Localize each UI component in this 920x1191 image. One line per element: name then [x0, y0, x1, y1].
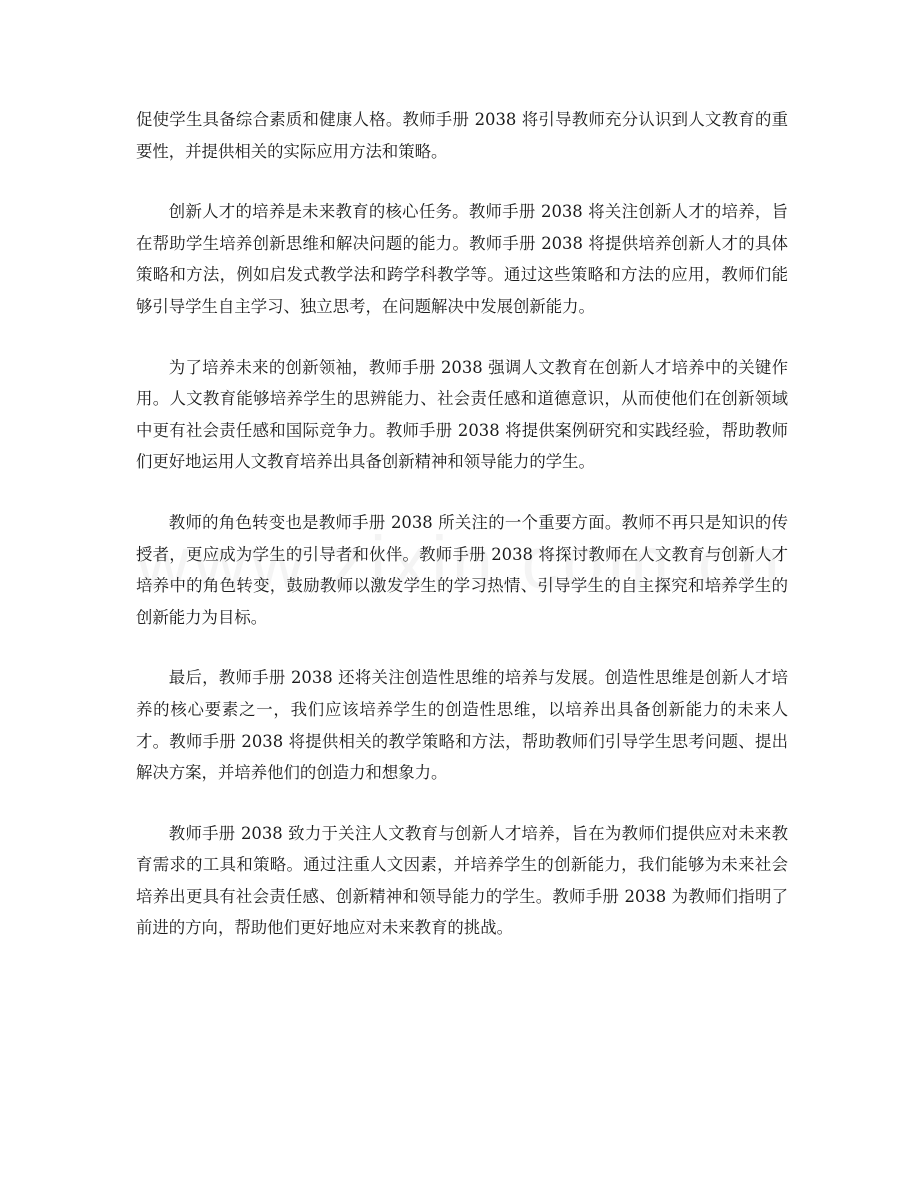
paragraph-2: 创新人才的培养是未来教育的核心任务。教师手册 2038 将关注创新人才的培养，旨在帮助学生培养创新思维和解决问题的能力。教师手册 2038 将提供培养创新人才的具体策略和方法，例如启发式教学法和跨学科教学等。通过这些策略和方法的应用，教师们能够引导学生自主学习、独立思考，在问题解决中发展创新能力。: [136, 202, 788, 316]
paragraph-1: 促使学生具备综合素质和健康人格。教师手册 2038 将引导教师充分认识到人文教育的重要性，并提供相关的实际应用方法和策略。: [136, 110, 788, 161]
document-body: [136, 104, 788, 973]
paragraph-4: 教师的角色转变也是教师手册 2038 所关注的一个重要方面。教师不再只是知识的传授者，更应成为学生的引导者和伙伴。教师手册 2038 将探讨教师在人文教育与创新人才培养中的角色转变，鼓励教师以激发学生的学习热情、引导学生的自主探究和培养学生的创新能力为目标。: [136, 512, 788, 627]
paragraph-5: 最后，教师手册 2038 还将关注创造性思维的培养与发展。创造性思维是创新人才培养的核心要素之一，我们应该培养学生的创造性思维，以培养出具备创新能力的未来人才。教师手册 2038 将提供相关的教学策略和方法，帮助教师们引导学生思考问题、提出解决方案，并培养他们的创造力和想象力。: [136, 668, 788, 783]
paragraph-6: 教师手册 2038 致力于关注人文教育与创新人才培养，旨在为教师们提供应对未来教育需求的工具和策略。通过注重人文因素，并培养学生的创新能力，我们能够为未来社会培养出更具有社会责任感、创新精神和领导能力的学生。教师手册 2038 为教师们指明了前进的方向，帮助他们更好地应对未来教育的挑战。: [136, 823, 788, 938]
paragraph-3: 为了培养未来的创新领袖，教师手册 2038 强调人文教育在创新人才培养中的关键作用。人文教育能够培养学生的思辨能力、社会责任感和道德意识，从而使他们在创新领域中更有社会责任感和国际竞争力。教师手册 2038 将提供案例研究和实践经验，帮助教师们更好地运用人文教育培养出具备创新精神和领导能力的学生。: [136, 357, 788, 472]
